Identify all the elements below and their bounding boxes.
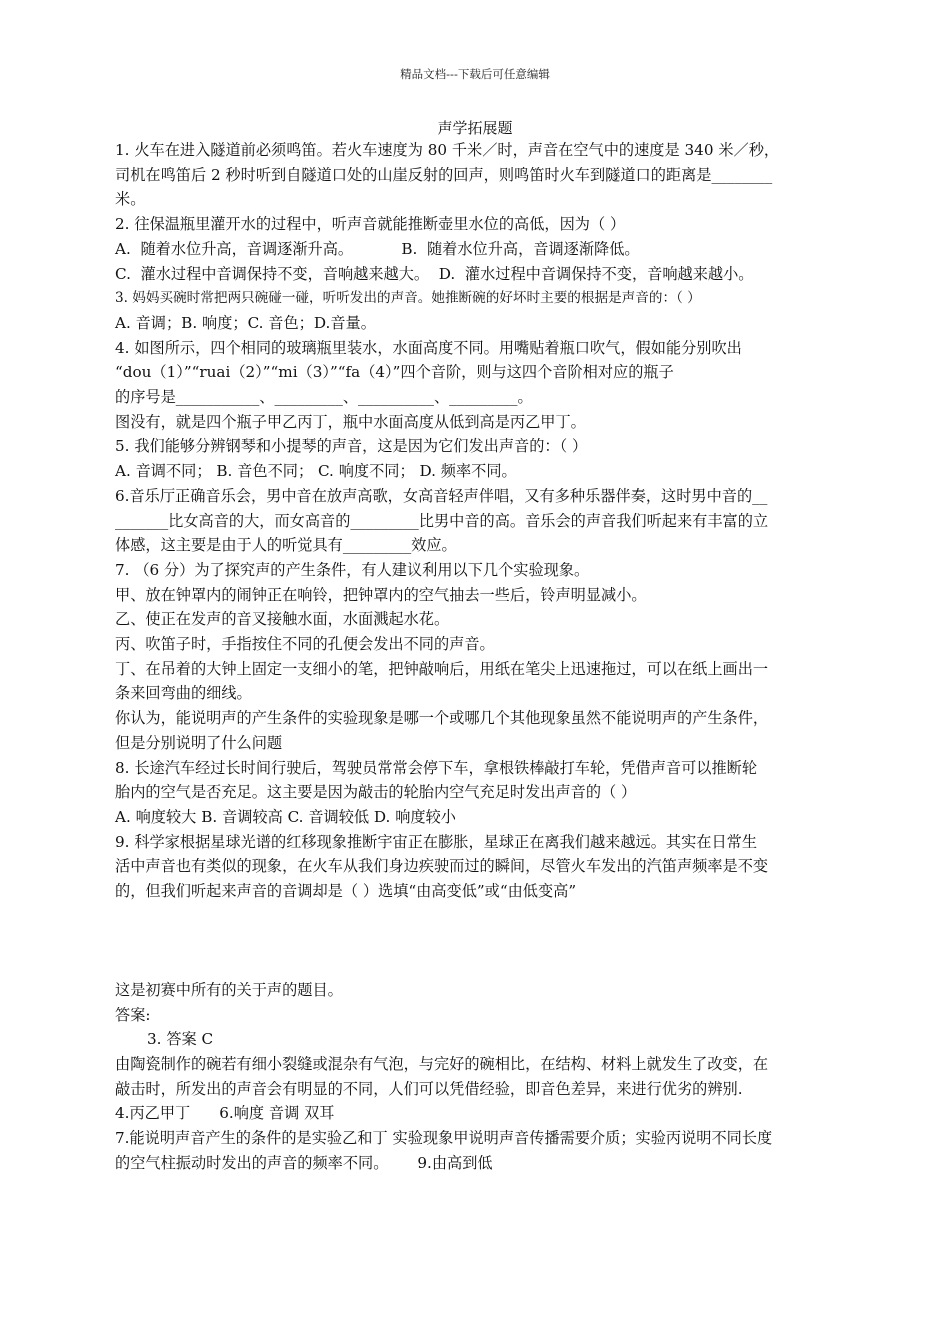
text-line: 1. 火车在进入隧道前必须鸣笛。若火车速度为 80 千米／时，声音在空气中的速度是 340 米／秒， — [115, 141, 780, 159]
spacer — [115, 904, 837, 978]
text-line: 甲、放在钟罩内的闹钟正在响铃，把钟罩内的空气抽去一些后，铃声明显减小。 — [115, 585, 647, 604]
text-line: 3. 妈妈买碗时常把两只碗碰一碰，听听发出的声音。她推断碗的好坏时主要的根据是声音的：（ ） — [115, 290, 701, 307]
text-line: 你认为，能说明声的产生条件的实验现象是哪一个或哪几个其他现象虽然不能说明声的产生条件， — [115, 709, 769, 728]
text-line: 8. 长途汽车经过长时间行驶后，驾驶员常常会停下车，拿根铁棒敲打车轮，凭借声音可以推断轮 — [115, 758, 758, 777]
text-line: _______比女高音的大，而女高音的_________比男中音的高。音乐会的声音我们听起来有丰富的立 — [115, 511, 769, 530]
text-line: 图没有，就是四个瓶子甲乙丙丁，瓶中水面高度从低到高是丙乙甲丁。 — [115, 412, 586, 431]
text-line: 乙、使正在发声的音叉接触水面，水面溅起水花。 — [115, 610, 450, 629]
page-title: 声学拓展题 — [437, 119, 513, 137]
text-line: 4. 如图所示，四个相同的玻璃瓶里装水，水面高度不同。用嘴贴着瓶口吹气，假如能分别吹出 — [115, 338, 742, 357]
page-header: 精品文档---下载后可任意编辑 — [400, 67, 550, 81]
text-line: 6.音乐厅正确音乐会，男中音在放声高歌，女高音轻声伴唱，又有多种乐器伴奏，这时男中音的__ — [115, 486, 768, 505]
text-line: C. 灌水过程中音调保持不变，音响越来越大。 D. 灌水过程中音调保持不变，音响越来越小。 — [115, 264, 754, 283]
text-line: 的空气柱振动时发出的声音的频率不同。 9.由高到低 — [115, 1153, 493, 1172]
text-line: A. 音调不同； B. 音色不同； C. 响度不同； D. 频率不同。 — [115, 462, 517, 481]
text-line: 但是分别说明了什么问题 — [115, 733, 283, 752]
text-line: 3. 答案 C — [147, 1030, 214, 1049]
text-line: 司机在鸣笛后 2 秒时听到自隧道口处的山崖反射的回声，则鸣笛时火车到隧道口的距离是________ — [115, 165, 773, 184]
text-line: “dou（1）”“ruai（2）”“mi（3）”“fa（4）”四个音阶，则与这四个音阶相对应的瓶子 — [115, 363, 674, 382]
text-line: 这是初赛中所有的关于声的题目。 — [115, 980, 343, 999]
text-line: 条来回弯曲的细线。 — [115, 684, 252, 703]
text-line: 丙、吹笛子时，手指按住不同的孔便会发出不同的声音。 — [115, 635, 495, 654]
text-line: 5. 我们能够分辨钢琴和小提琴的声音，这是因为它们发出声音的：（ ） — [115, 437, 588, 456]
text-line: 丁、在吊着的大钟上固定一支细小的笔，把钟敲响后，用纸在笔尖上迅速拖过，可以在纸上画出一 — [115, 659, 769, 678]
document-body — [115, 138, 837, 1175]
text-line: 由陶瓷制作的碗若有细小裂缝或混杂有气泡，与完好的碗相比，在结构、材料上就发生了改变，在 — [115, 1054, 769, 1073]
text-line: 活中声音也有类似的现象，在火车从我们身边疾驶而过的瞬间，尽管火车发出的汽笛声频率是不变 — [115, 857, 769, 876]
text-line: A. 响度较大 B. 音调较高 C. 音调较低 D. 响度较小 — [115, 807, 456, 826]
text-line: A. 随着水位升高，音调逐渐升高。 B. 随着水位升高，音调逐渐降低。 — [115, 239, 640, 258]
text-line: A. 音调；B. 响度；C. 音色；D.音量。 — [115, 313, 376, 332]
text-line: 的，但我们听起来声音的音调却是（ ）选填“由高变低”或“由低变高” — [115, 882, 577, 901]
text-line: 体感，这主要是由于人的听觉具有_________效应。 — [115, 536, 457, 555]
text-line: 米。 — [115, 190, 146, 209]
text-line: 胎内的空气是否充足。这主要是因为敲击的轮胎内空气充足时发出声音的（ ） — [115, 783, 637, 802]
text-line: 2. 往保温瓶里灌开水的过程中，听声音就能推断壶里水位的高低，因为（ ） — [115, 215, 626, 234]
text-line: 答案: — [115, 1005, 151, 1024]
text-line: 4.丙乙甲丁 6.响度 音调 双耳 — [115, 1104, 335, 1123]
text-line: 7. （6 分）为了探究声的产生条件，有人建议利用以下几个实验现象。 — [115, 560, 590, 579]
text-line: 敲击时，所发出的声音会有明显的不同，人们可以凭借经验，即音色差异，来进行优劣的辨别. — [115, 1079, 743, 1098]
text-line: 9. 科学家根据星球光谱的红移现象推断宇宙正在膨胀，星球正在离我们越来越远。其实在日常生 — [115, 832, 758, 851]
text-line: 的序号是___________、_________、__________、_________。 — [115, 388, 533, 407]
text-line: 7.能说明声音产生的条件的是实验乙和丁 实验现象甲说明声音传播需要介质；实验丙说明不同长度 — [115, 1129, 773, 1148]
